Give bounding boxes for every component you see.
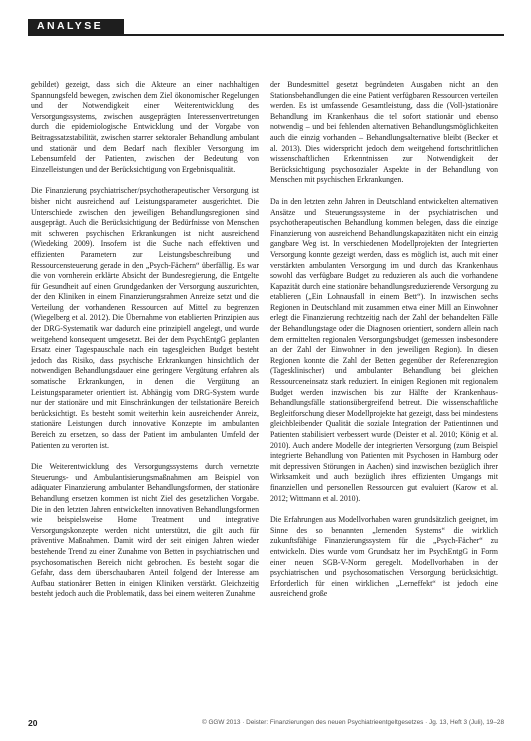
paragraph: Die Weiterentwicklung des Versorgungssystems durch vernetzte Steuerungs- und Ambulantisierungsmaßnahmen am Beispiel von adäquater Finanzierung ambulanter Behandlungsformen, der stationäre Behandlung ersetzen kommen ist nicht Ziel des gesetzlichen Vorgabe. Die in den letzten Jahren entwickelten innovativen Behandlungsformen wie beispielsweise Home Treatment und integrative Versorgungskonzepte werden nicht unterstützt, die gilt auch für präventive Maßnahmen. Damit wird der seit einigen Jahren wieder bestehende Trend zu einer Zunahme von Betten in psychiatrischen und psychosomatischen Bereich nicht gebrochen. Es besteht sogar die Gefahr, dass dem überschaubaren Anteil folgend der Interesse am Aufbau stationärer Betten in einigen Kliniken verstärkt. Gleichzeitig besteht jedoch auch die Problematik, dass bei einem weiteren Zunahme — [31, 462, 259, 599]
journal-citation: © GGW 2013 · Deister: Finanzierungen des neuen Psychiatrieentgeltgesetzes · Jg. 13, Heft 3 (Juli), 19–28 — [201, 719, 504, 726]
page-header — [0, 0, 531, 36]
paragraph: Da in den letzten zehn Jahren in Deutschland entwickelten alternativen Ansätze und Steuerungssysteme in der psychiatrischen und psychotherapeutischen Behandlung kommen belegen, dass die einzige Finanzierung von ausreichend Behandlungskapazitäten nicht ein einzig gangbare Weg ist. In verschiedenen Modellprojekten der Integrierten Versorgung konnte gezeigt werden, dass es möglich ist, auch mit einer verstärkten ambulanten Versorgung im und durch das Krankenhaus sowohl das verfügbare Budget zu reduzieren als auch die vorhandene Kapazität durch eine stationäre behandlungsreduzierende Versorgung zu etablieren („Ein Lohnausfall in einem Bett“). In inzwischen sechs Regionen in Deutschland mit zusammen etwa einer Mill an Einwohner erlegt die Finanzierung rechtzeitig nach der Zahl der behandelten Fälle der Behandlungstage oder die Diagnosen orientiert, sondern allein nach dem ermittelten regionalen Versorgungsbudget (gemessen insbesondere an der Zahl der Einwohner in den jeweiligen Region). In diesen Regionen konnte die Zahl der Betten gegenüber der Referenzregion (Tagesklinischer) und ambulanter Behandlung bei gleichen Ressourceneinsatz stark reduziert. In einigen Regionen mit regionalem Budget werden inzwischen bis zur Hälfte der Krankenhaus-Behandlungsfälle stationsübergreifend betreut. Die wissenschaftliche Begleitforschung dieser Modellprojekte hat gezeigt, dass bei mindestens gleichbleibender Qualität die soziale Integration der Patientinnen und Patienten stabilisiert verbessert wurde (Deister et al. 2010; König et al. 2010). Auch andere Modelle der integrierten Versorgung (zum Beispiel integrierte Behandlung von Patienten mit Psychosen in Hamburg oder mit depressiven Störungen in Aachen) sind inzwischen bezüglich ihrer Wirksamkeit und auch bezüglich ihres effizienten Umgangs mit finanziellen und personellen Ressourcen gut evaluiert (Karow et al. 2012; Wittmann et al. 2010). — [270, 196, 498, 503]
paragraph: gebildet) gezeigt, dass sich die Akteure an einer nachhaltigen Spannungsfeld bewegen, zwischen dem Ziel ökonomischer Regelungen und der Notwendigkeit einer Weiterentwicklung des Versorgungssystems, zwischen ausgeprägten Interessenvertretungen durch die epidemiologische Entwicklung und der Vorgabe von Beitragssatzstabilität, zwischen starrer sektoraler Behandlung ambulant und stationär und dem Bedarf nach flexibler Versorgung im Lebensumfeld der Patienten, zwischen der Bedeutung von Einzelleistungen und der Berücksichtigung von Ergebnisqualität. — [31, 80, 259, 174]
right-column — [270, 80, 498, 611]
paragraph: Die Finanzierung psychiatrischer/psychotherapeutischer Versorgung ist bisher nicht ausreichend auf Leistungsparameter ausgerichtet. Die Unterschiede zwischen den jeweiligen Behandlungsregionen sind ausgeprägt. Auch die Berücksichtigung der Bedürfnisse von Menschen mit schweren psychischen Erkrankungen ist nicht ausreichend (Wiedeking 2009). Insofern ist die Suche nach effektiven und effizienten Parametern zur Leistungsbeschreibung und Ressourcensteuerung gerade in den „Psych-Fächern“ überfällig. Es war die von vornherein erklärte Absicht der Bundesregierung, die Entgelte für Gesundheit auf einen Grundgedanken der Versorgung auszurichten, der den Kliniken in einem Finanzierungsrahmen Anreize setzt und die Verteilung der vorhandenen Ressourcen auf Mittel zu begrenzen (Wiegelberg et al. 2012). Die Übernahme von etablierten Prinzipien aus der DRG-Systematik war dadurch eine prinzipiell angelegt, und wurde weitgehend konsequent umgesetzt. Bei der dem PsychEntgG geplanten Ersatz einer Tagespauschale nach ein tagesgleichen Budget besteht jedoch das Risiko, dass psychische Erkrankungen hinsichtlich der notwendigen Behandlungsdauer eine geringere Vergütung erfahren als somatische Erkrankungen, in denen die Vergütung an Leistungsparameter orientiert ist. Abhängig vom DRG-System wurde nur der stationäre und mit Einschränkungen der teilstationäre Bereich berücksichtigt. Es besteht somit weiterhin kein ausreichender Anreiz, stationäre Leistungen durch innovative Konzepte im ambulanten Bereich zu ersetzen, so dass der Patient im ambulanten Umfeld der Patienten zu verorten ist. — [31, 186, 259, 450]
paragraph: der Bundesmittel gesetzt begründeten Ausgaben nicht an den Stationsbehandlungen die eine Patient verfügbaren Ressourcen verteilen werden. Es ist umfassende Gesamtleistung, dass die (Voll-)stationäre Behandlung im Krankenhaus die tel sofort stationär und ebenso notwendig – und bei fehlenden alternativen Behandlungsmöglichkeiten auch die einzig vorhanden – Behandlungsalternative bleibt (Becker et al. 2013). Dies widerspricht jedoch dem weitgehend fortschrittlichen wissenschaftlichen Erkenntnissen zur Notwendigkeit der Berücksichtigung psychosozialer Aspekte in der Behandlung von Menschen mit psychischen Erkrankungen. — [270, 80, 498, 185]
page-number: 20 — [28, 718, 38, 728]
paragraph: Die Erfahrungen aus Modellvorhaben waren grundsätzlich geeignet, im Sinne des so benannten „lernenden Systems“ die wirklich zukunftsfähige Finanzierungssystem für die „Psych-Fächer“ zu entwickeln. Dies wurde vom Grundsatz her im PsychEntgG in Form einer neuen SGB-V-Norm geregelt. Modellvorhaben in der psychiatrischen und psychosomatischen Versorgung berücksichtigt. Erforderlich für einen wirklichen „Lerneffekt“ ist jedoch eine ausreichend große — [270, 515, 498, 599]
header-rule — [28, 34, 504, 36]
section-label: ANALYSE — [28, 19, 124, 34]
page-footer — [28, 718, 504, 732]
left-column — [31, 80, 259, 611]
